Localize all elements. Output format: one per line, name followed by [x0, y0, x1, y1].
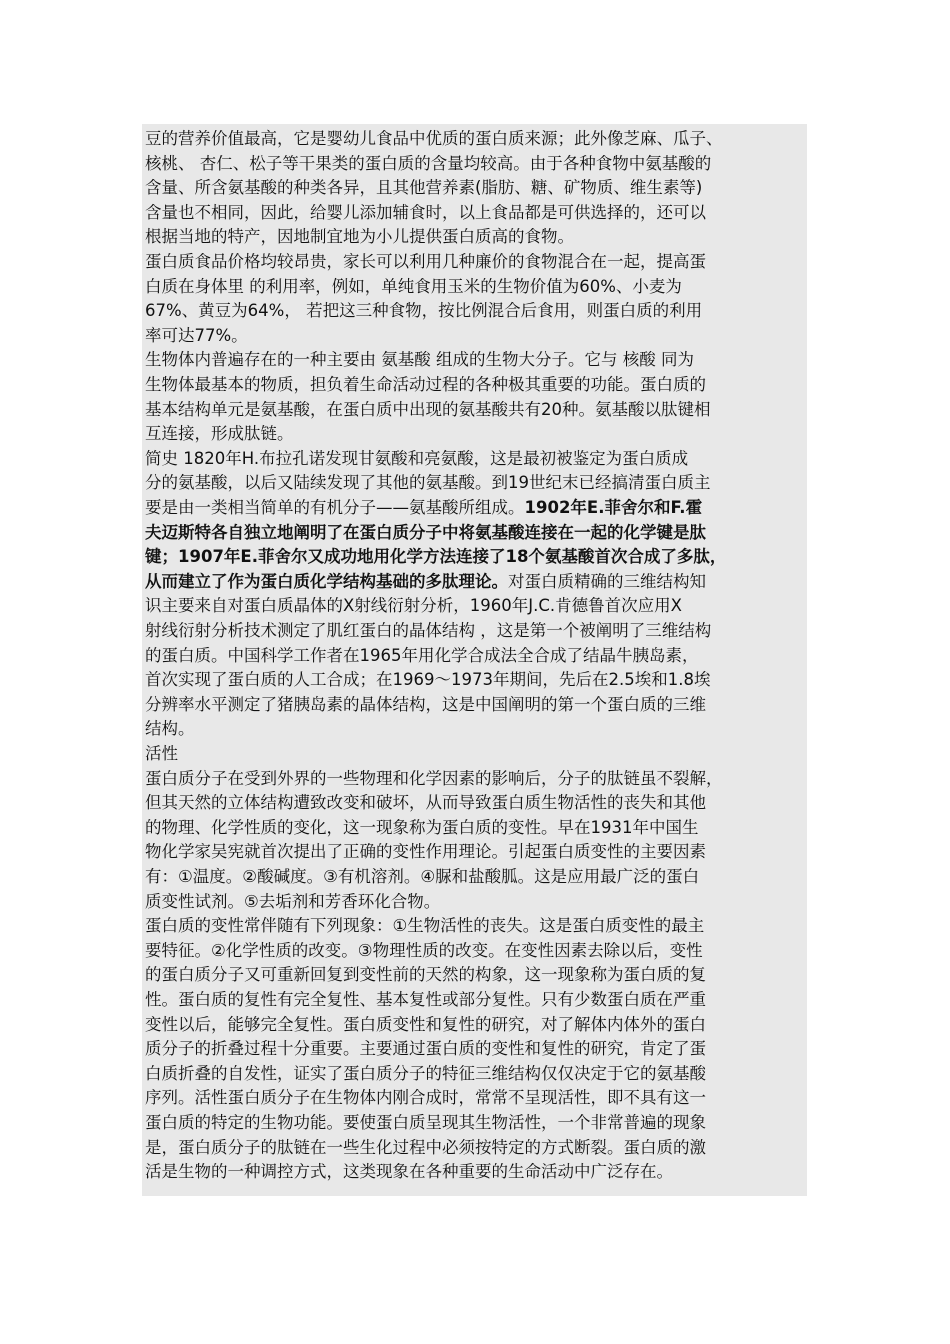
- text-line: [145, 372, 706, 397]
- text-line: [145, 1036, 706, 1061]
- line-text: 含量也不相同，因此，给婴儿添加辅食时，以上食品都是可供选择的，还可以: [145, 202, 706, 222]
- text-line: [145, 913, 704, 938]
- text-line: [145, 643, 699, 668]
- line-text: 活性: [145, 744, 178, 763]
- text-line: [145, 175, 702, 200]
- line-text: 生物体最基本的物质，担负着生命活动过程的各种极其重要的功能。蛋白质的: [145, 375, 706, 394]
- line-text: 质分子的折叠过程十分重要。主要通过蛋白质的变性和复性的研究，肯定了蛋: [145, 1039, 706, 1059]
- line-text: 变性以后，能够完全复性。蛋白质变性和复性的研究，对了解体内体外的蛋白: [145, 1014, 706, 1034]
- text-line: [145, 962, 706, 987]
- line-text: 白质折叠的自发性，证实了蛋白质分子的特征三维结构仅仅决定于它的氨基酸: [145, 1063, 706, 1083]
- text-line: [145, 716, 195, 741]
- line-text: 根据当地的特产，因地制宜地为小儿提供蛋白质高的食物。: [145, 227, 574, 247]
- text-line: [145, 1110, 706, 1135]
- text-line: [145, 347, 694, 372]
- text-line: [145, 421, 294, 446]
- text-line: [145, 1012, 706, 1037]
- text-line: [145, 790, 706, 815]
- line-text: 活是生物的一种调控方式，这类现象在各种重要的生命活动中广泛存在。: [145, 1162, 673, 1182]
- line-text: 的物理、化学性质的变化，这一现象称为蛋白质的变性。早在1931年中国生: [145, 817, 699, 837]
- line-text: 67%、黄豆为64%， 若把这三种食物，按比例混合后食用，则蛋白质的利用: [145, 301, 703, 321]
- text-line: [145, 495, 702, 520]
- line-text: 性。蛋白质的复性有完全复性、基本复性或部分复性。只有少数蛋白质在严重: [145, 990, 706, 1009]
- text-line: [145, 224, 574, 249]
- text-line: [145, 1085, 706, 1110]
- text-line: [145, 987, 706, 1012]
- text-line: [145, 889, 440, 914]
- text-line: [145, 274, 682, 299]
- text-line: [145, 151, 711, 176]
- text-line: [145, 593, 682, 618]
- line-text: 的蛋白质分子又可重新回复到变性前的天然的构象，这一现象称为蛋白质的复: [145, 965, 706, 985]
- text-line: [145, 323, 248, 348]
- line-bold-tail: 1902年E.菲舍尔和F.霍: [524, 498, 703, 517]
- line-text: 要是由一类相当简单的有机分子——氨基酸所组成。: [145, 498, 525, 517]
- text-line: [145, 815, 699, 840]
- text-line: [145, 446, 688, 471]
- text-line: [145, 200, 706, 225]
- text-line: [145, 766, 723, 791]
- line-text: 质变性试剂。⑤去垢剂和芳香环化合物。: [145, 891, 441, 911]
- line-text: 分的氨基酸，以后又陆续发现了其他的氨基酸。到19世纪末已经搞清蛋白质主: [145, 473, 711, 493]
- text-line: [145, 544, 726, 569]
- line-text: 蛋白质食品价格均较昂贵，家长可以利用几种廉价的食物混合在一起，提高蛋: [145, 252, 706, 271]
- line-text: 识主要来自对蛋白质晶体的X射线衍射分析，1960年J.C.肯德鲁首次应用X: [145, 596, 682, 616]
- text-line: [145, 397, 711, 422]
- line-text: 键；1907年E.菲舍尔又成功地用化学方法连接了18个氨基酸首次合成了多肽，: [145, 547, 727, 567]
- line-text: 首次实现了蛋白质的人工合成；在1969～1973年期间，先后在2.5埃和1.8埃: [145, 670, 711, 690]
- line-text: 率可达77%。: [145, 325, 248, 345]
- text-line: [145, 1135, 706, 1160]
- text-line: [145, 1061, 706, 1086]
- line-plain-tail: 对蛋白质精确的三维结构知: [508, 571, 706, 591]
- text-line: [145, 938, 703, 963]
- line-text: 物化学家吴宪就首次提出了正确的变性作用理论。引起蛋白质变性的主要因素: [145, 842, 706, 862]
- text-line: [145, 618, 711, 643]
- line-text: 白质在身体里 的利用率，例如，单纯食用玉米的生物价值为60%、小麦为: [145, 276, 682, 296]
- text-line: [145, 741, 178, 766]
- text-line: [145, 1159, 673, 1184]
- line-text: 射线衍射分析技术测定了肌红蛋白的晶体结构 ，这是第一个被阐明了三维结构: [145, 621, 712, 640]
- text-line: [145, 126, 723, 151]
- line-text: 要特征。②化学性质的改变。③物理性质的改变。在变性因素去除以后，变性: [145, 940, 703, 960]
- text-line: [145, 569, 706, 594]
- text-line: [145, 470, 711, 495]
- line-text: 核桃、 杏仁、松子等干果类的蛋白质的含量均较高。由于各种食物中氨基酸的: [145, 153, 712, 173]
- line-text: 从而建立了作为蛋白质化学结构基础的多肽理论。: [145, 571, 508, 591]
- line-text: 蛋白质的特定的生物功能。要使蛋白质呈现其生物活性，一个非常普遍的现象: [145, 1113, 706, 1132]
- line-text: 但其天然的立体结构遭致改变和破坏，从而导致蛋白质生物活性的丧失和其他: [145, 793, 706, 813]
- line-text: 简史 1820年H.布拉孔诺发现甘氨酸和亮氨酸，这是最初被鉴定为蛋白质成: [145, 448, 689, 468]
- line-text: 结构。: [145, 719, 195, 739]
- line-text: 蛋白质分子在受到外界的一些物理和化学因素的影响后，分子的肽链虽不裂解，: [145, 768, 723, 788]
- line-text: 是，蛋白质分子的肽链在一些生化过程中必须按特定的方式断裂。蛋白质的激: [145, 1137, 706, 1157]
- line-text: 的蛋白质。中国科学工作者在1965年用化学合成法全合成了结晶牛胰岛素，: [145, 645, 699, 665]
- line-text: 序列。活性蛋白质分子在生物体内刚合成时，常常不呈现活性，即不具有这一: [145, 1088, 706, 1108]
- line-text: 有：①温度。②酸碱度。③有机溶剂。④脲和盐酸胍。这是应用最广泛的蛋白: [145, 867, 700, 886]
- line-text: 蛋白质的变性常伴随有下列现象：①生物活性的丧失。这是蛋白质变性的最主: [145, 916, 705, 936]
- line-text: 分辨率水平测定了猪胰岛素的晶体结构，这是中国阐明的第一个蛋白质的三维: [145, 694, 706, 714]
- text-line: [145, 249, 706, 274]
- line-text: 豆的营养价值最高，它是婴幼儿食品中优质的蛋白质来源；此外像芝麻、瓜子、: [145, 129, 723, 148]
- text-line: [145, 839, 706, 864]
- line-text: 互连接，形成肽链。: [145, 424, 294, 444]
- text-line: [145, 692, 706, 717]
- line-text: 生物体内普遍存在的一种主要由 氨基酸 组成的生物大分子。它与 核酸 同为: [145, 350, 694, 370]
- line-text: 含量、所含氨基酸的种类各异，且其他营养素(脂肪、糖、矿物质、维生素等): [145, 178, 703, 198]
- text-line: [145, 520, 706, 545]
- line-text: 夫迈斯特各自独立地阐明了在蛋白质分子中将氨基酸连接在一起的化学键是肽: [145, 522, 706, 542]
- text-line: [145, 298, 702, 323]
- text-line: [145, 667, 710, 692]
- text-line: [145, 864, 699, 889]
- line-text: 基本结构单元是氨基酸，在蛋白质中出现的氨基酸共有20种。氨基酸以肽键相: [145, 399, 711, 419]
- text-block: [142, 124, 807, 1196]
